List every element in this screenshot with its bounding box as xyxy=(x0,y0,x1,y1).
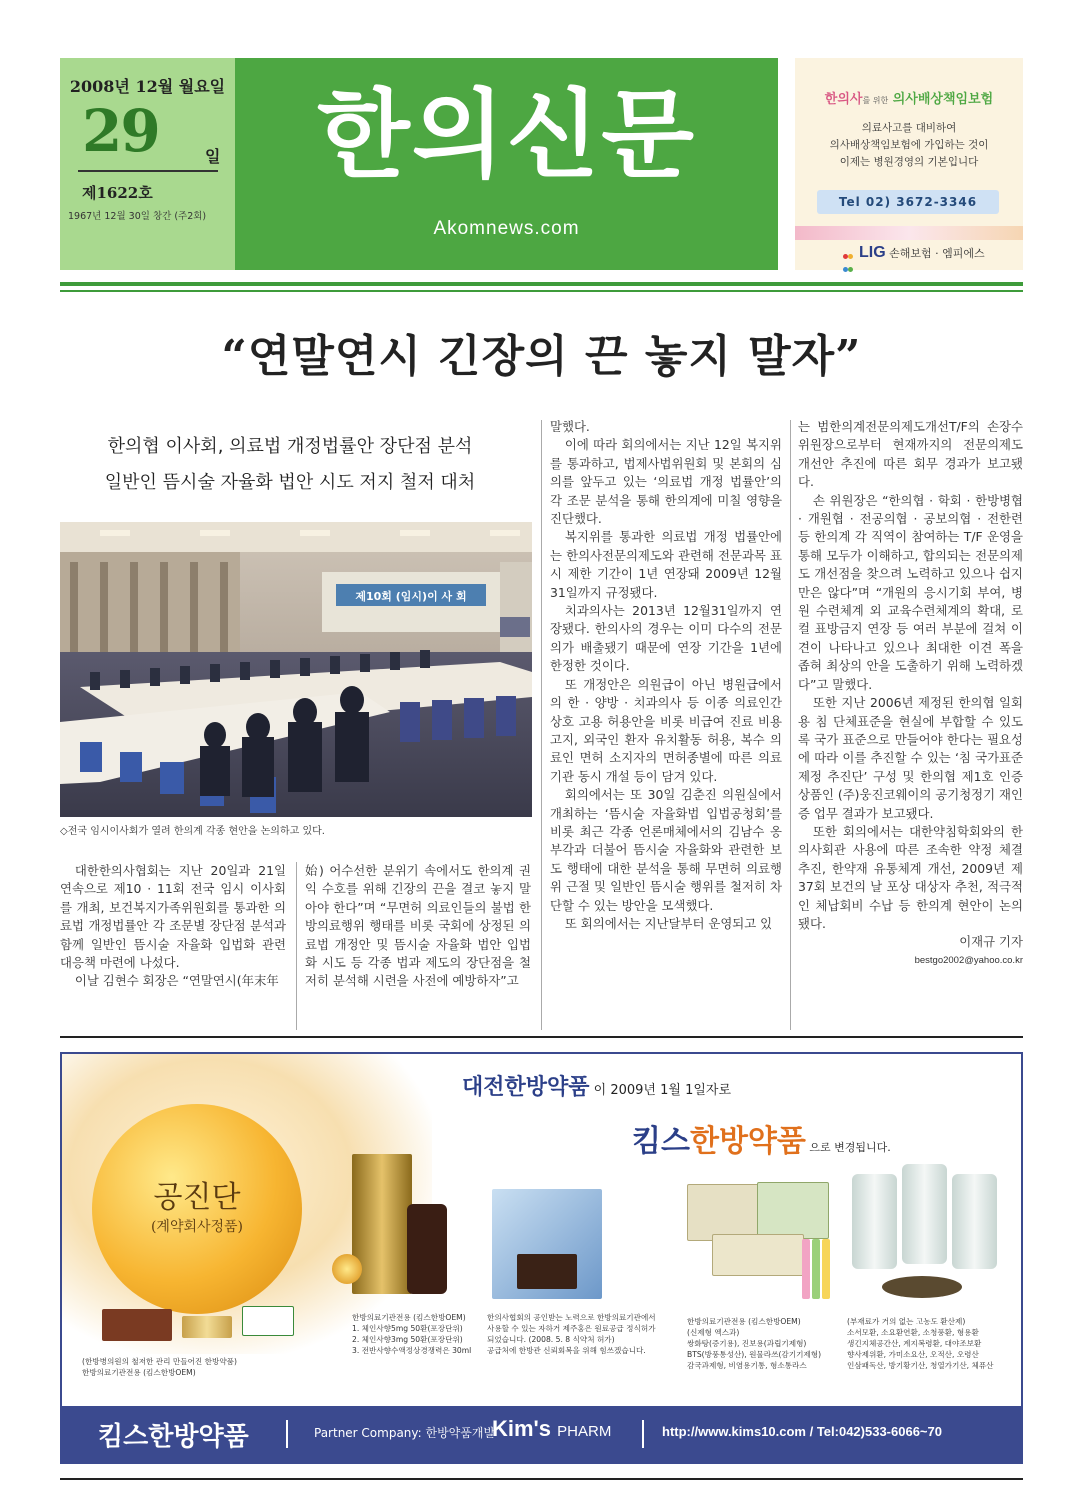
article-column-2 xyxy=(305,862,531,991)
paragraph: 말했다. xyxy=(550,419,590,434)
product-jar-2 xyxy=(902,1164,947,1264)
insurance-ad-heading: 한의사를 위한 의사배상책임보험 xyxy=(824,92,994,107)
section-rule xyxy=(60,1036,1023,1038)
insurance-ad-phone: Tel 02) 3672-3346 xyxy=(817,190,999,214)
ad-announcement-1: 대전한방약품 이 2009년 1월 1일자로 xyxy=(462,1075,732,1100)
article-subhead-1: 한의협 이사회, 의료법 개정법률안 장단점 분석 xyxy=(107,436,473,457)
date-day: 29 xyxy=(82,97,159,165)
kims-pharm-ad[interactable] xyxy=(60,1052,1023,1464)
ad-product-name: 공진단 xyxy=(153,1180,241,1215)
newspaper-site[interactable]: Akomnews.com xyxy=(433,218,580,239)
ad-announcement-2: 킴스한방약품 으로 변경됩니다. xyxy=(632,1124,891,1159)
photo-banner-text: 제10회 (임시)이 사 회 xyxy=(355,590,467,603)
meeting-photo xyxy=(60,522,532,817)
insurance-ad-body: 의료사고를 대비하여 의사배상책임보험에 가입하는 것이 이제는 병원경영의 기본입니다 xyxy=(829,122,989,168)
date-day-unit: 일 xyxy=(205,147,221,166)
product-cert-logos xyxy=(242,1306,294,1336)
product-jar-1 xyxy=(852,1174,897,1269)
photo-caption: ◇전국 임시이사회가 열려 한의계 각종 현안을 논의하고 있다. xyxy=(60,826,325,837)
kims-pharm-logo: Kim's PHARM xyxy=(492,1416,612,1441)
paragraph: 손 위원장은 “한의협 · 학회 · 한방병협 · 개원협 · 전공의협 · 공보의협 · 전한련 등 한의계 각 직역이 참여하는 T/F 운영을 통해 모두가 이해하고, 합의되는 전문의제도 개선점을 찾으려 노력하고 있으나 쉽지만은 않다”며 “개원의 응시기회 부여, 병원 수련체계 외 교육수련체계의 확대, 로컬 표방금지 연장 등 여러 부분에 걸쳐 이견이 나타나고 있으나 최대한 이견 폭을 좁혀 최상의 안을 도출하기 위해 노력하겠다”고 말했다. xyxy=(798,492,1023,692)
paragraph: 치과의사는 2013년 12월31일까지 연장됐다. 한의사의 경우는 이미 다수의 전문의가 배출됐기 때문에 연장 기간을 1년에 한정한 것이다. xyxy=(550,603,782,674)
lig-logo-icon xyxy=(843,249,857,259)
column-divider xyxy=(296,862,297,1030)
paragraph: 이에 따라 회의에서는 지난 12일 복지위를 통과하고, 법제사법위원회 및 본회의 심의를 앞두고 있는 ‘의료법 개정 법률안’의 각 조문 분석을 통해 한의계에 미칠 영향을 진단했다. xyxy=(550,437,782,527)
product-stick-green xyxy=(812,1239,820,1299)
product-pills xyxy=(882,1276,962,1298)
ad-caption-1: (한방병의원의 철저한 관리 만들어진 한방약품) 한방의료기관전용 (킴스한방OEM) xyxy=(82,1357,237,1377)
ad-footer-divider xyxy=(642,1420,644,1448)
paragraph: 또한 지난 2006년 제정된 한의협 일회용 침 단체표준을 현실에 부합할 수 있도록 국가 표준으로 만들어야 한다는 필요성에 따라 이를 추진할 수 있는 ‘침 국가표준 제정 추진단’ 구성 및 한의협 제1호 인증상품인 (주)웅진코웨이의 공기청정기 재인증 업무 결과가 보고됐다. xyxy=(798,695,1023,821)
ad-footer-brand: 킴스한방약품 xyxy=(98,1422,249,1452)
product-gift-box xyxy=(102,1309,172,1341)
newspaper-title: 한의신문 xyxy=(317,78,696,191)
ad-footer-contact[interactable]: http://www.kims10.com / Tel:042)533-6066~70 xyxy=(662,1424,942,1439)
paragraph: 또 회의에서는 지난달부터 운영되고 있 xyxy=(564,915,773,931)
byline-email[interactable]: bestgo2002@yahoo.co.kr xyxy=(914,954,1023,966)
byline: 이재규 기자 xyxy=(959,934,1023,950)
product-vials xyxy=(517,1254,577,1289)
article-column-3 xyxy=(550,418,782,933)
product-box-granule-2 xyxy=(757,1182,829,1239)
product-bottle-brown xyxy=(407,1204,447,1294)
paragraph: 복지위를 통과한 의료법 개정 법률안에는 한의사전문의제도와 관련해 전문과목 표시 제한 기간이 1년 연장돼 2009년 12월 31일까지 규정됐다. xyxy=(550,529,782,600)
masthead-rule-thick xyxy=(60,282,1023,286)
column-divider xyxy=(790,420,791,1030)
meeting-photo-illustration xyxy=(60,522,532,817)
product-ball-small xyxy=(332,1254,362,1284)
paragraph: 또한 회의에서는 대한약침학회와의 한의사회관 사용에 따른 조속한 약정 체결 추진, 한약재 유통체계 개선, 2009년 제37회 보건의 날 포상 대상자 추천, 적극적인 체납회비 수납 등 한의계 현안이 논의됐다. xyxy=(798,823,1023,931)
ad-footer-band xyxy=(62,1406,1021,1462)
product-jar-3 xyxy=(952,1174,997,1269)
article-column-4 xyxy=(798,418,1023,970)
insurance-ad-band xyxy=(795,226,1023,240)
ad-product-sub: (계약회사정품) xyxy=(150,1219,244,1235)
masthead-rule-thin xyxy=(60,290,1023,292)
paragraph: 또 개정안은 의원급이 아닌 병원급에서의 한 · 양방 · 치과의사 등 이종 의료인간 상호 고용 허용안을 비롯 비급여 진료 비용 고지, 외국인 환자 유치활동 허용, 복수 의료인 면허 소지자의 면허종별에 따른 의료기관 동시 개설 등이 담겨 있다. xyxy=(550,676,782,784)
paragraph: 始) 어수선한 분위기 속에서도 한의계 권익 수호를 위해 긴장의 끈을 결코 놓지 말아야 한다”며 “무면허 의료인들의 불법 한방의료행위 행태를 비롯 국회에 상정된 의료법 개정안 및 뜸시술 자율화 법안 입법화 시도 등 각종 법과 제도의 장단점을 철저히 분석해 시련을 사전에 예방하자”고 xyxy=(305,863,531,989)
product-stick-pink xyxy=(802,1239,810,1299)
article-column-1 xyxy=(60,862,286,991)
ad-footer-divider xyxy=(286,1420,288,1448)
paragraph: 이날 김현수 회장은 “연말연시(年末年 xyxy=(74,973,279,989)
date-line: 2008년 12월 월요일 xyxy=(69,77,226,96)
date-divider xyxy=(78,170,218,172)
paragraph: 회의에서는 또 30일 김춘진 의원실에서 개최하는 ‘뜸시술 자율화법 입법공청회’를 비롯 최근 각종 언론매체에서의 김남수 옹 부각과 더불어 뜸시술 자율화와 관련한 보도 행태에 대한 분석을 통해 무면허 의료행위 근절 및 일반인 뜸시술 행위를 철저히 차단할 수 있는 방안을 모색했다. xyxy=(550,787,782,913)
insurance-ad[interactable] xyxy=(795,58,1023,270)
paragraph: 대한한의사협회는 지난 20일과 21일 연속으로 제10 · 11회 전국 임시 이사회를 개최, 보건복지가족위원회를 통과한 의료법 개정법률안 각 조문별 장단점 분석과 함께 일반인 뜸시술 자율화 입법화 관련 대응책 마련에 나섰다. xyxy=(60,863,286,971)
issue-number: 제1622호 xyxy=(82,184,153,202)
ad-footer-partner: Partner Company: 한방약품개발 xyxy=(314,1426,496,1440)
paragraph: 는 범한의계전문의제도개선T/F의 손장수 위원장으로부터 현재까지의 전문의제도 개선안 추진에 따른 회무 경과가 보고됐다. xyxy=(798,419,1023,490)
ad-caption-5: (부재료가 거의 없는 고농도 환산제) 소서모환, 소요환연환, 소청풍환, 형용환 생긴지체공간산, 계지복령환, 대야조보환 향사제위환, 가미소요산, 오적산, 오령산 인삼패독산, 방기황기산, 청열가기산, 체퓨산 xyxy=(847,1317,994,1370)
article-subhead-2: 일반인 뜸시술 자율화 법안 시도 저지 철저 대처 xyxy=(104,472,476,493)
lig-logo: LIG 손해보험 · 엠피에스 xyxy=(843,244,1023,262)
product-stick-yellow xyxy=(822,1239,830,1299)
product-box-granule-1 xyxy=(687,1184,759,1241)
founded-note: 1967년 12월 30일 창간 (주2회) xyxy=(68,211,207,222)
newspaper-title-panel xyxy=(235,58,778,270)
article-headline: “연말연시 긴장의 끈 놓지 말자” xyxy=(221,331,862,382)
bottom-rule xyxy=(60,1478,1023,1480)
product-tins xyxy=(182,1316,232,1338)
product-box-granule-3 xyxy=(712,1234,804,1276)
ad-caption-3: 한의사협회의 공인받는 노력으로 한방의료기관에서 사용할 수 있는 자하거 제주홍은 원료공급 정식허가 되었습니다. (2008. 5. 8 식약처 허가) 공급처에 한방관 신뢰회복을 위해 힘쓰겠습니다. xyxy=(487,1313,656,1355)
date-panel xyxy=(60,58,235,270)
ad-caption-4: 한방의료기관전용 (킴스한방OEM) (신제형 엑스과) 쌍화탕(증기용), 진보용(과립기제형) BTS(방풍통성산), 원물라쓰(감기기제형) 감국과제형, 비염용기통, 형소통라스 xyxy=(687,1317,822,1370)
ad-caption-2: 한방의료기관전용 (킴스한방OEM) 1. 체인사향5mg 50환(포장단위) 2. 체인사향3mg 50환(포장단위) 3. 전반사향수액정상경쟁력은 30ml xyxy=(352,1313,472,1355)
column-divider xyxy=(541,420,542,1030)
